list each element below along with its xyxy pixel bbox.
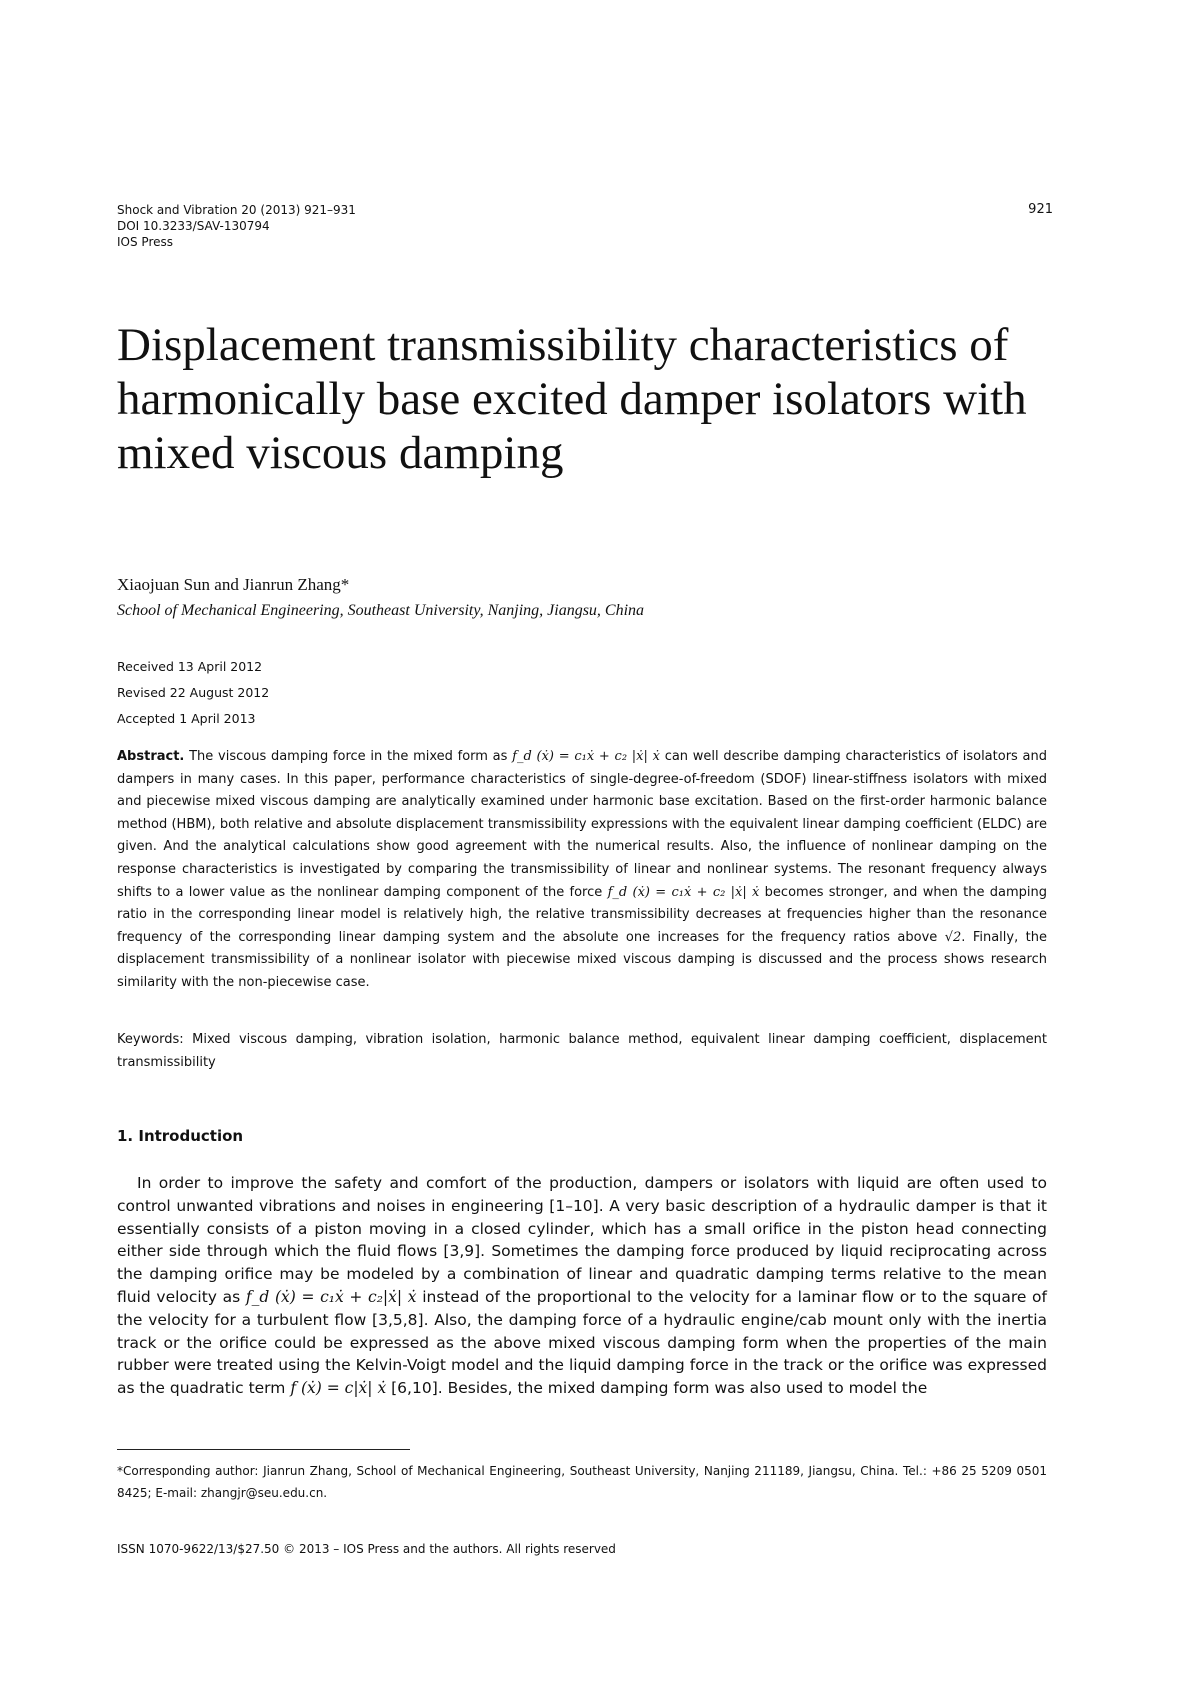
copyright-line: ISSN 1070-9622/13/$27.50 © 2013 – IOS Press and the authors. All rights reserved <box>117 1542 616 1556</box>
intro-text-3: [6,10]. Besides, the mixed damping form was also used to model the <box>386 1379 928 1398</box>
intro-text-2: instead of the proportional to the velocity for a laminar flow or to the square of the velocity for a turbulent flow [3,5,8]. Also, the damping force of a hydraulic engine/cab mount only with the inertia track or the orifice could be expressed as the above mixed viscous damping form when the properties of the main rubber were treated using the Kelvin-Voigt model and the liquid damping force in the track or the orifice was expressed as the quadratic term <box>117 1287 1047 1398</box>
paper-title: Displacement transmissibility characteristics of harmonically base excited damper isolators with mixed viscous damping <box>117 319 1027 479</box>
abstract-text-2: can well describe damping characteristics of isolators and dampers in many cases. In this paper, performance characteristics of single-degree-of-freedom (SDOF) linear-stiffness isolators with mixed and piecewise mixed viscous damping are analytically examined under harmonic base excitation. Based on the first-order harmonic balance method (HBM), both relative and absolute displacement transmissibility expressions with the equivalent linear damping coefficient (ELDC) are given. And the analytical calculations show good agreement with the numerical results. Also, the influence of nonlinear damping on the response characteristics is investigated by comparing the transmissibility of linear and nonlinear systems. The resonant frequency always shifts to a lower value as the nonlinear damping component of the force <box>117 749 1048 900</box>
introduction-body <box>117 1172 1047 1400</box>
author-list: Xiaojuan Sun and Jianrun Zhang* <box>117 575 350 594</box>
abstract-formula-2: f_d (ẋ) = c₁ẋ + c₂ |ẋ| ẋ <box>607 884 760 900</box>
abstract-text-1: The viscous damping force in the mixed form as <box>184 749 513 764</box>
abstract-text-3: becomes stronger, and when the damping ratio in the corresponding linear model is relatively high, the relative transmissibility decreases at frequencies higher than the resonance frequency of the corresponding linear damping system and the absolute one increases for the frequency ratios above <box>117 884 1047 945</box>
abstract-formula-1: f_d (ẋ) = c₁ẋ + c₂ |ẋ| ẋ <box>512 749 660 764</box>
intro-paragraph <box>117 1172 1047 1400</box>
revised-date: Revised 22 August 2012 <box>117 685 270 700</box>
publication-dates <box>117 654 269 732</box>
affiliation: School of Mechanical Engineering, Southeast University, Nanjing, Jiangsu, China <box>117 602 645 619</box>
abstract <box>117 746 1047 995</box>
journal-citation: Shock and Vibration 20 (2013) 921–931 <box>117 203 356 217</box>
intro-text-1: In order to improve the safety and comfort of the production, dampers or isolators with liquid are often used to control unwanted vibrations and noises in engineering [1–10]. A very basic description of a hydraulic damper is that it essentially consists of a piston moving in a closed cylinder, which has a small orifice in the piston head connecting either side through which the fluid flows [3,9]. Sometimes the damping force produced by liquid reciprocating across the damping orifice may be modeled by a combination of linear and quadratic damping terms relative to the mean fluid velocity as <box>117 1174 1047 1306</box>
corresponding-author-footnote: *Corresponding author: Jianrun Zhang, School of Mechanical Engineering, Southeast University, Nanjing 211189, Jiangsu, China. Tel.: +86 25 5209 0501 8425; E-mail: zhangjr@seu.edu.cn. <box>117 1464 1047 1500</box>
received-date: Received 13 April 2012 <box>117 659 263 674</box>
page-number: 921 <box>1028 202 1053 217</box>
intro-formula-2: f (ẋ) = c|ẋ| ẋ <box>290 1379 387 1398</box>
journal-doi: DOI 10.3233/SAV-130794 <box>117 219 270 233</box>
section-heading: 1. Introduction <box>117 1127 244 1145</box>
abstract-formula-3: √2 <box>944 929 962 945</box>
journal-info <box>117 202 356 250</box>
abstract-text-4: . Finally, the displacement transmissibility of a nonlinear isolator with piecewise mixed viscous damping is discussed and the process shows research similarity with the non-piecewise case. <box>117 929 1047 990</box>
abstract-label: Abstract. <box>117 749 185 764</box>
footnote-divider <box>117 1449 410 1450</box>
intro-formula-1: f_d (ẋ) = c₁ẋ + c₂|ẋ| ẋ <box>245 1287 417 1306</box>
journal-publisher: IOS Press <box>117 235 173 249</box>
keywords: Keywords: Mixed viscous damping, vibration isolation, harmonic balance method, equivalent linear damping coefficient, displacement transmissibility <box>117 1032 1047 1070</box>
accepted-date: Accepted 1 April 2013 <box>117 711 256 726</box>
